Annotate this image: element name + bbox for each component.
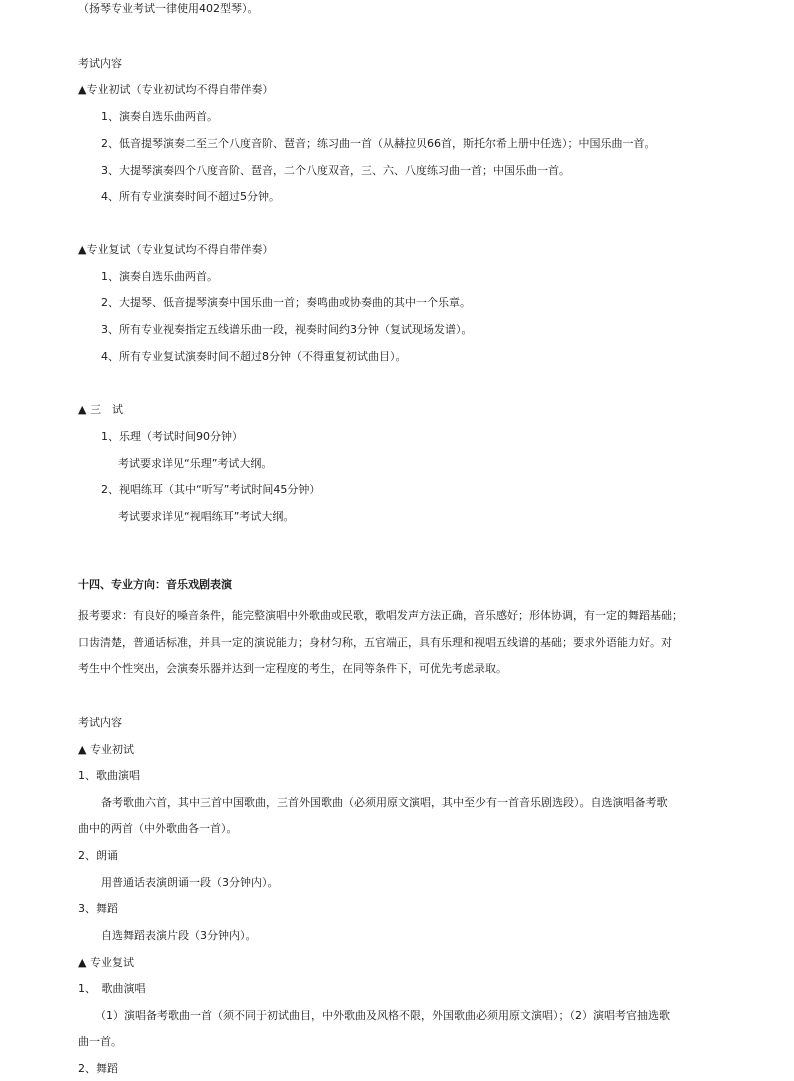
paragraph-line: 用普通话表演朗诵一段（3分钟内）。 [101, 876, 279, 889]
list-item: 1、演奏自选乐曲两首。 [101, 110, 218, 123]
requirement-line: 口齿清楚，普通话标准，并具一定的演说能力；身材匀称，五官端正，具有乐理和视唱五线谱的基础；要求外语能力好。对 [78, 636, 672, 649]
requirement-line: 考生中个性突出，会演奏乐器并达到一定程度的考生，在同等条件下，可优先考虑录取。 [78, 662, 507, 675]
list-item-note: 考试要求详见“视唱练耳”考试大纲。 [118, 510, 295, 523]
list-item: 1、演奏自选乐曲两首。 [101, 270, 218, 283]
list-item: 3、舞蹈 [78, 902, 118, 915]
initial-exam-title: ▲ 专业初试 [78, 743, 134, 756]
list-item: 3、所有专业视奏指定五线谱乐曲一段，视奏时间约3分钟（复试现场发谱）。 [101, 323, 473, 336]
paragraph-line: 备考歌曲六首，其中三首中国歌曲，三首外国歌曲（必须用原文演唱，其中至少有一首音乐剧选段）。自选演唱备考歌 [101, 796, 668, 809]
list-item: 2、舞蹈 [78, 1062, 118, 1075]
section-heading: 考试内容 [78, 57, 122, 70]
list-item: 2、低音提琴演奏二至三个八度音阶、琶音；练习曲一首（从赫拉贝66首，斯托尔希上册中任选）；中国乐曲一首。 [101, 137, 656, 150]
section-14-heading: 十四、专业方向：音乐戏剧表演 [78, 578, 232, 591]
list-item: 3、大提琴演奏四个八度音阶、琶音，二个八度双音，三、六、八度练习曲一首；中国乐曲一首。 [101, 164, 570, 177]
list-item: 1、歌曲演唱 [78, 769, 140, 782]
paragraph-line: （1）演唱备考歌曲一首（须不同于初试曲目，中外歌曲及风格不限，外国歌曲必须用原文演唱）；（2）演唱考官抽选歌 [95, 1009, 670, 1022]
list-item: 4、所有专业演奏时间不超过5分钟。 [101, 190, 280, 203]
requirement-line: 报考要求：有良好的嗓音条件，能完整演唱中外歌曲或民歌，歌唱发声方法正确，音乐感好；形体协调，有一定的舞蹈基础； [78, 609, 683, 622]
list-item-note: 考试要求详见“乐理”考试大纲。 [118, 457, 273, 470]
retest-title: ▲专业复试（专业复试均不得自带伴奏） [78, 243, 274, 256]
list-item: 4、所有专业复试演奏时间不超过8分钟（不得重复初试曲目）。 [101, 350, 407, 363]
list-item: 1、 歌曲演唱 [78, 982, 146, 995]
paragraph-line: 曲一首。 [78, 1035, 122, 1048]
retest-title: ▲ 专业复试 [78, 956, 134, 969]
third-exam-title: ▲ 三 试 [78, 403, 123, 416]
section-heading: 考试内容 [78, 716, 122, 729]
initial-exam-title: ▲专业初试（专业初试均不得自带伴奏） [78, 83, 274, 96]
list-item: 2、朗诵 [78, 849, 118, 862]
paragraph-line: 曲中的两首（中外歌曲各一首）。 [78, 822, 238, 835]
list-item: 1、乐理（考试时间90分钟） [101, 430, 243, 443]
list-item: 2、大提琴、低音提琴演奏中国乐曲一首；奏鸣曲或协奏曲的其中一个乐章。 [101, 296, 471, 309]
list-item: 2、视唱练耳（其中“听写”考试时间45分钟） [101, 483, 321, 496]
top-note: （扬琴专业考试一律使用402型琴）。 [78, 2, 259, 15]
paragraph-line: 自选舞蹈表演片段（3分钟内）。 [101, 929, 257, 942]
